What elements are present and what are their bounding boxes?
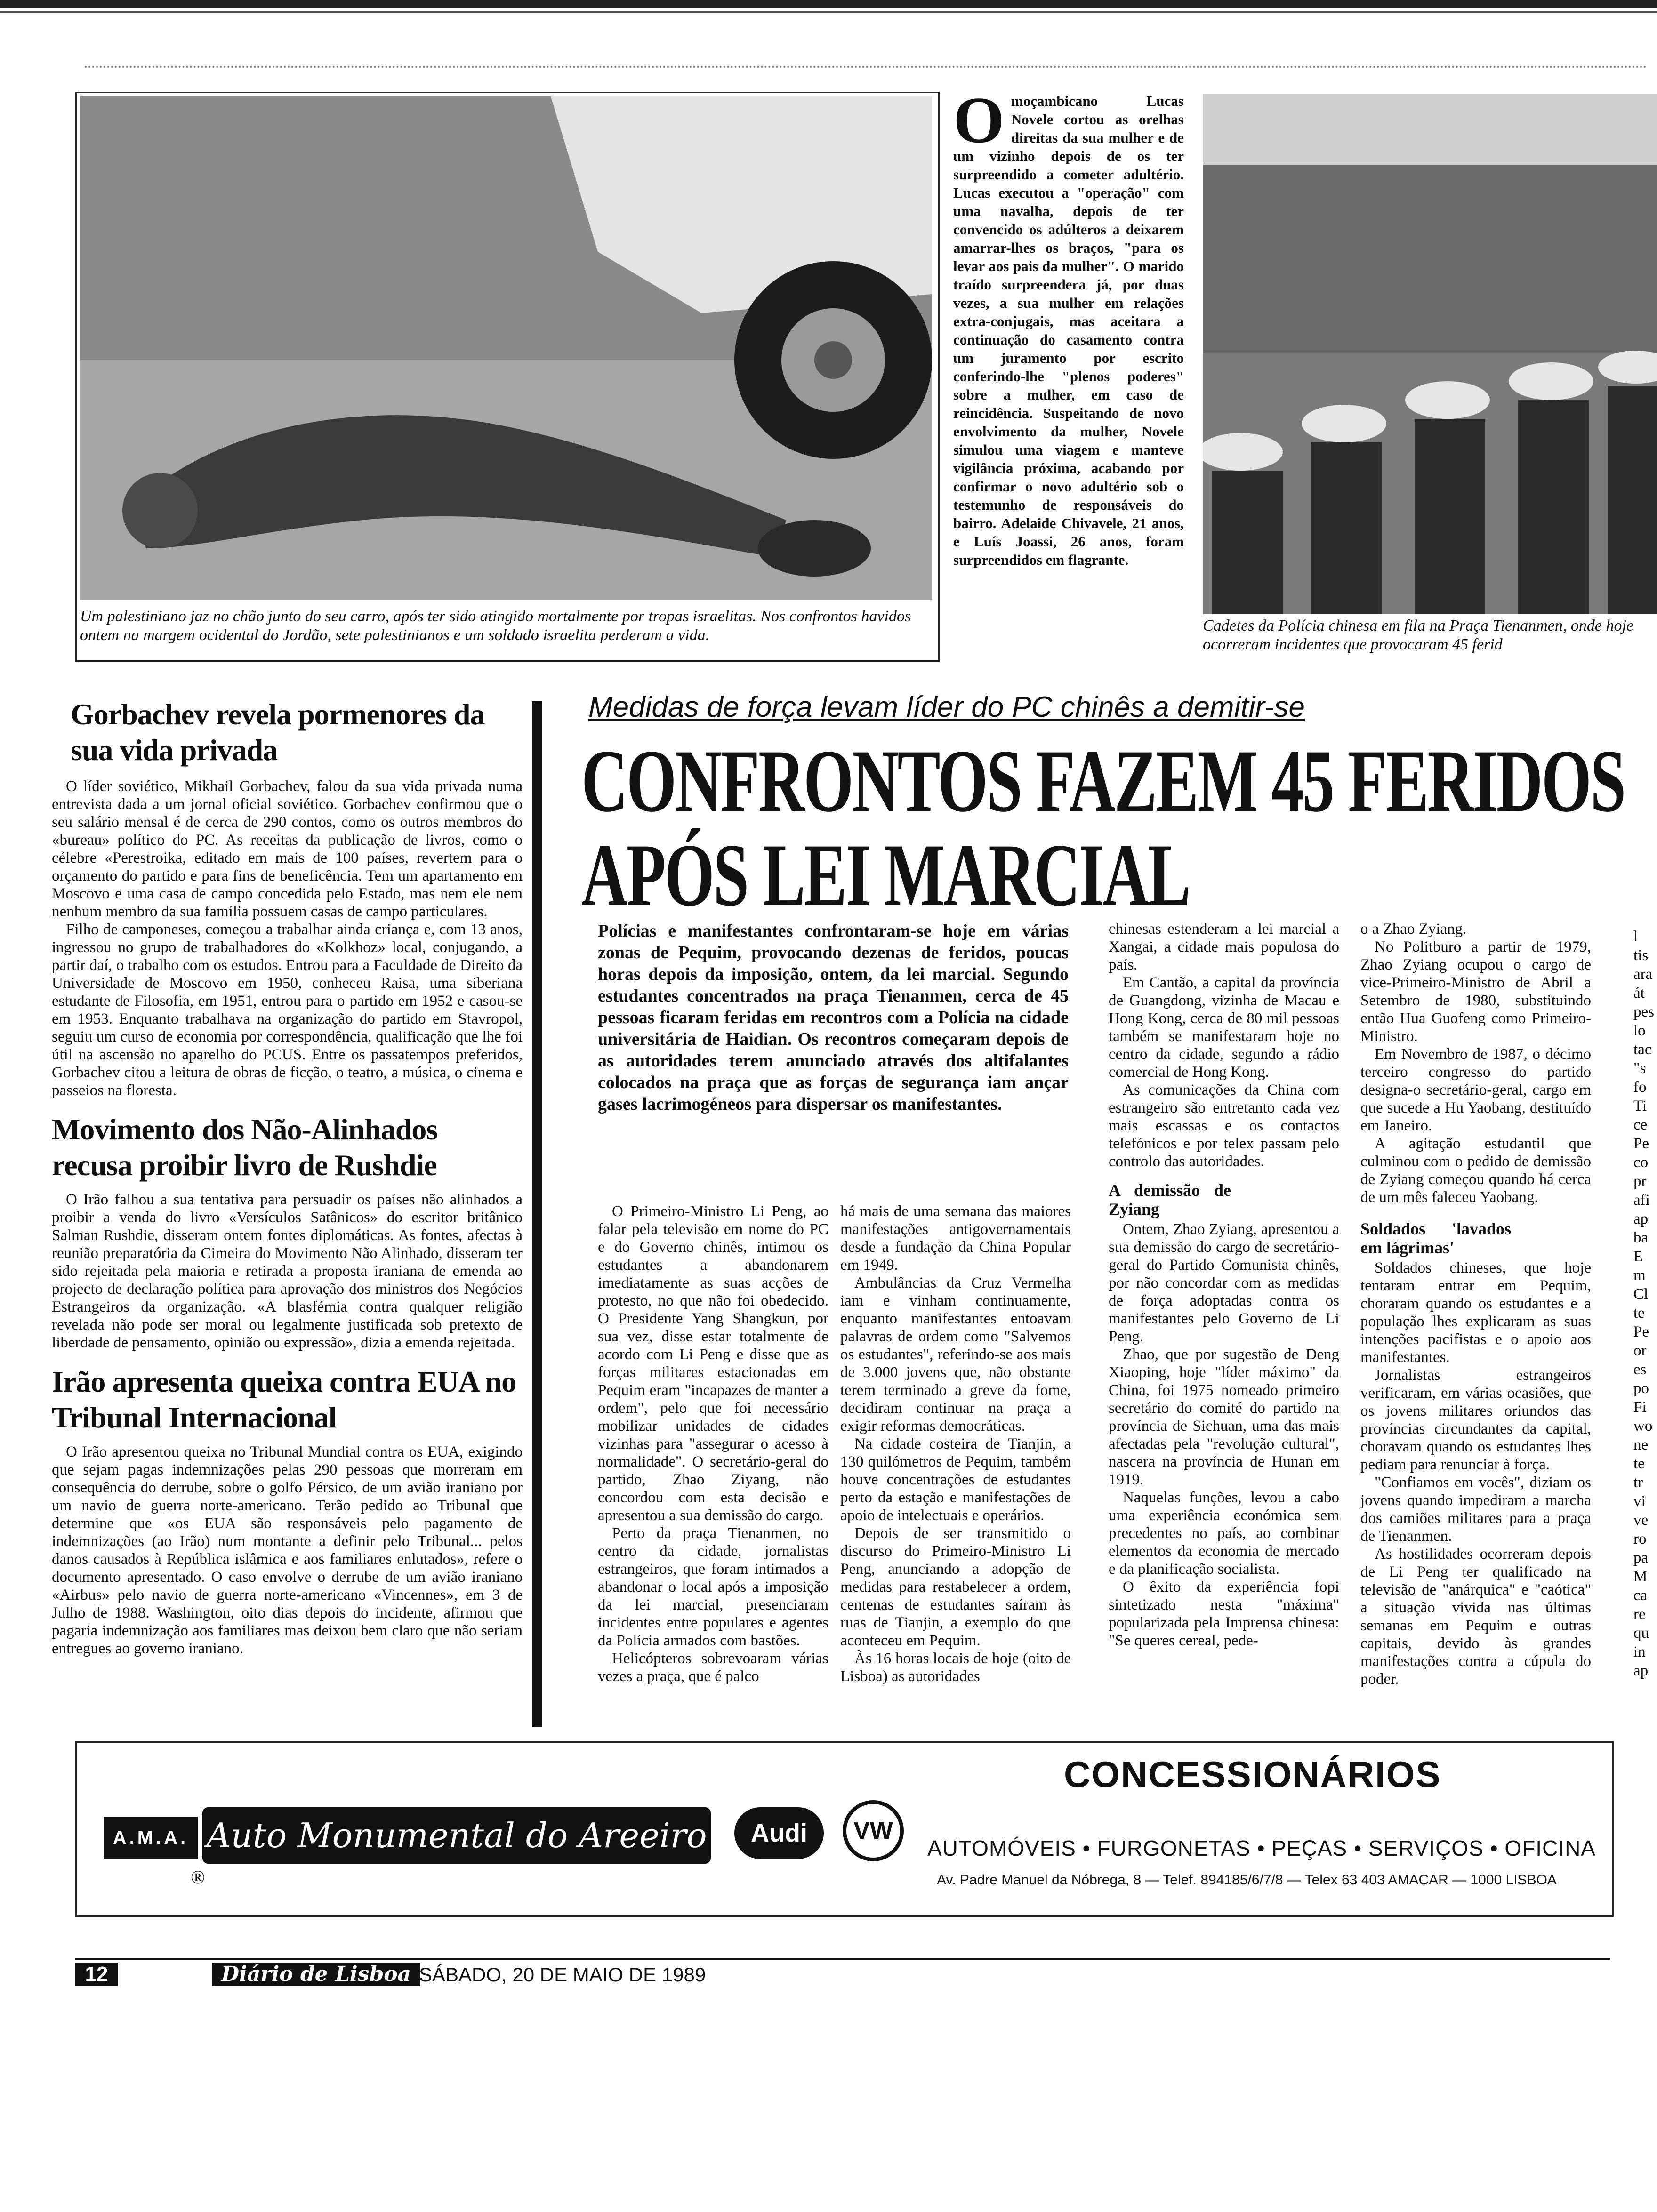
main-col-4 — [1360, 920, 1591, 1688]
photo2-caption: Cadetes da Polícia chinesa em fila na Praça Tienanmen, onde hoje ocorreram incidentes que provocaram 45 ferid — [1203, 617, 1634, 653]
gorbachev-paragraph: Filho de camponeses, começou a trabalhar ainda criança e, com 13 anos, ingressou no grupo de trabalhadores do «Kolkhoz» local, conjugando, a partir daí, o trabalho com os estudos. Entrou para a Faculdade de Direito da Universidade de Moscovo em 1950, conheceu Raisa, uma siberiana estudante de Filosofia, em 1951, entrou para o partido em 1952 e casou-se em 1953. Enquanto trabalhava na organização do partido em Stavropol, seguiu um curso de economia por correspondência, qualificação que lhe foi útil na ascensão no aparelho do PCUS. Entre os passatempos preferidos, Gorbachev citou a leitura de obras de ficção, o teatro, a música, o cinema e passeios na floresta. — [52, 921, 523, 1099]
edge-fragment: pa — [1633, 1549, 1649, 1566]
top-brief-text: moçambicano Lucas Novele cortou as orelhas direitas da sua mulher e de um vizinho depois de os ter surpreendido a cometer adultério. Lucas executou a "operação" com uma navalha, depois de ter convencido os adúlteros a deixarem amarrar-lhes os braços, "para os levar aos pais da mulher". O marido traído surpreendera já, por duas vezes, a sua mulher em relações extra-conjugais, mas aceitara a continuação do casamento contra um juramento por escrito conferindo-lhe "plenos poderes" sobre a mulher, em caso de reincidência. Suspeitando de novo envolvimento da mulher, Novele simulou uma viagem e manteve vigilância próxima, acabando por confirmar o novo adultério sob o testemunho de responsáveis do bairro. Adelaide Chivavele, 21 anos, e Luís Joassi, 26 anos, foram surpreendidos em flagrante. — [953, 93, 1184, 568]
main-col4-paragraph: o a Zhao Zyiang. — [1360, 921, 1467, 938]
audi-logo — [734, 1807, 824, 1859]
edge-fragment: pes — [1633, 1003, 1654, 1020]
edge-fragment: Pe — [1633, 1323, 1649, 1340]
iran-paragraph: O Irão apresentou queixa no Tribunal Mundial contra os EUA, exigindo que sejam pagas indemnizações pelas 290 pessoas que morreram em consequência do derrube, sobre o golfo Pérsico, de um avião iraniano por um navio de guerra norte-americano. Terão pedido ao Tribunal que determine que «os EUA são responsáveis pelo pagamento de indemnizações (ao Irão) num montante a definir pelo Tribunal... pelos danos causados à República islâmica e aos familiares enlutados», refere o documento apresentado. O caso envolve o derrube de um avião iraniano «Airbus» pelo navio de guerra norte-americano «Vincennes», em 3 de Julho de 1988. Washington, oito dias depois do incidente, afirmou que pagaria indemnização aos familiares mas deixou bem claro que não seriam entregues ao governo iraniano. — [52, 1443, 523, 1657]
gorbachev-article — [52, 777, 523, 1099]
main-headline — [581, 734, 1645, 932]
edge-fragment: m — [1633, 1267, 1646, 1284]
main-col4-paragraph: No Politburo a partir de 1979, Zhao Zyiang ocupou o cargo de vice-Primeiro-Ministro de Abril a Setembro de 1980, substituindo então Hua Guofeng como Primeiro-Ministro. — [1360, 938, 1591, 1045]
edge-fragment: or — [1633, 1342, 1647, 1359]
main-col4-paragraph: A agitação estudantil que culminou com o pedido de demissão de Zyiang começou quando há cerca de um mês faleceu Yaobang. — [1360, 1135, 1591, 1206]
iran-headline: Irão apresenta queixa contra EUA no Tribunal Internacional — [52, 1365, 516, 1434]
right-edge-fragments — [1633, 927, 1657, 1680]
main-col3-paragraph: O êxito da experiência fopi sintetizado nesta "máxima" popularizada pela Imprensa chinesa: "Se queres cereal, pede- — [1109, 1579, 1339, 1649]
gorbachev-paragraph: O líder soviético, Mikhail Gorbachev, falou da sua vida privada numa entrevista dada a um jornal oficial soviético. Gorbachev confirmou que o seu salário mensal é de cerca de 290 contos, como os outros membros do «bureau» político do PC. As receitas da publicação de livros, como o célebre «Perestroika, editado em mais de 100 países, revertem para o orçamento do partido e para fins de beneficência. Tem um apartamento em Moscovo e uma casa de campo concedida pelo Estado, mas nem ele nem nenhum membro da sua família possuem casas de campo particulares. — [52, 778, 523, 920]
ama-logo-text: A.M.A. — [113, 1827, 189, 1848]
edge-fragment: ara — [1633, 966, 1653, 983]
edge-fragment: l — [1633, 928, 1638, 945]
edge-fragment: ve — [1633, 1512, 1649, 1529]
main-col4-paragraph: Jornalistas estrangeiros verificaram, em várias ocasiões, que os jovens militares oriundos das províncias circundantes da capital, choravam quando os estudantes lhes pediam para renunciar à força. — [1360, 1367, 1591, 1473]
top-border-rule — [0, 0, 1657, 8]
dropcap-letter: O — [953, 84, 1005, 157]
main-col4-paragraph: "Confiamos em vocês", diziam os jovens quando impediram a marcha dos camiões militares para a praça de Tienanmen. — [1360, 1474, 1591, 1545]
edge-fragment: re — [1633, 1606, 1646, 1623]
edge-fragment: Fi — [1633, 1399, 1647, 1416]
edge-fragment: pr — [1633, 1173, 1647, 1190]
main-col-3 — [1109, 920, 1339, 1650]
main-lead: Polícias e manifestantes confrontaram-se hoje em várias zonas de Pequim, provocando dezenas de feridos, poucas horas depois da imposição, ontem, da lei marcial. Segundo estudantes concentrados na praça Tienanmen, cerca de 45 pessoas ficaram feridas em recontros com a Polícia na cidade universitária de Haidian. Os recontros começaram depois de as autoridades terem anunciado através dos altifalantes colocados na praça que as forças de segurança iam ançar gases lacrimogéneos para dispersar os manifestantes. — [598, 921, 1069, 1114]
zyiang-subhead: A demissão de Zyiang — [1109, 1181, 1231, 1218]
main-col2-paragraph: Ambulâncias da Cruz Vermelha iam e vinham continuamente, enquanto manifestantes entoavam palavras de ordem como "Salvemos os estudantes", referindo-se aos mais de 3.000 jovens que, não obstante terem terminado a greve da fome, decidiram continuar na praça a exigir reformas democráticas. — [840, 1274, 1071, 1435]
footer-date: SÁBADO, 20 DE MAIO DE 1989 — [419, 1964, 706, 1986]
fragment-list — [1633, 927, 1657, 1680]
ama-logo — [104, 1817, 198, 1859]
main-headline-line2: APÓS LEI MARCIAL — [581, 826, 1190, 925]
edge-fragment: lo — [1633, 1022, 1646, 1039]
main-col-2 — [840, 1202, 1071, 1685]
photo-palestinian-car — [80, 96, 932, 600]
edge-fragment: ap — [1633, 1210, 1649, 1227]
main-col4-paragraph: As hostilidades ocorreram depois de Li Peng ter qualificado na televisão de "anárquica" e "caótica" a situação vivida nas últimas semanas em Pequim e outras capitais, devido às grandes manifestações contra a cúpula do poder. — [1360, 1546, 1591, 1688]
footer-bar — [75, 1958, 1610, 1960]
column-separator-bar — [532, 701, 542, 1727]
edge-fragment: át — [1633, 985, 1645, 1002]
edge-fragment: wo — [1633, 1418, 1653, 1435]
main-col3-paragraph: As comunicações da China com estrangeiro são entretanto cada vez mais escassas e os contactos telefónicos e por telex passam pelo controlo das autoridades. — [1109, 1082, 1339, 1170]
dotted-divider — [85, 66, 1648, 68]
main-col2-paragraph: Depois de ser transmitido o discurso do Primeiro-Ministro Li Peng, anunciando a adopção de medidas para restabelecer a ordem, centenas de estudantes saíram às ruas de Tianjin, a exemplo do que aconteceu em Pequim. — [840, 1525, 1071, 1649]
edge-fragment: Pe — [1633, 1135, 1649, 1152]
photo-palestinian-car-illustration — [80, 96, 932, 600]
edge-fragment: ro — [1633, 1531, 1647, 1547]
edge-fragment: es — [1633, 1361, 1647, 1378]
main-col1-paragraph: O Primeiro-Ministro Li Peng, ao falar pela televisão em nome do PC e do Governo chinês, intimou os estudantes a abandonarem imediatamente as suas acções de protesto, no que não foi obedecido. O Presidente Yang Shangkun, por sua vez, disse estar totalmente de acordo com Li Peng e disse que as forças militares estacionadas em Pequim eram "incapazes de manter a ordem", pelo que foi necessário mobilizar unidades de cidades vizinhas para "assegurar o acesso à normalidade". O secretário-geral do partido, Zhao Ziyang, não concordou com esta decisão e apresentou a sua demissão do cargo. — [598, 1203, 828, 1524]
rushdie-paragraph: O Irão falhou a sua tentativa para persuadir os países não alinhados a proibir a venda do livro «Versículos Satânicos» do escritor britânico Salman Rushdie, disseram ontem fontes diplomáticas. As fontes, afectas à reunião preparatória da Cimeira do Movimento Não Alinhado, disseram ter sido rejeitada pela maioria e retirada a proposta iraniana de emenda ao projecto de declaração política para aprovação dos ministros dos Negócios Estrangeiros da organização. «A blasfémia contra qualquer religião revelada não pode ser moral ou legalmente justificada sob pretexto de liberdade de pensamento, opinião ou expressão», dizia a emenda rejeitada. — [52, 1191, 523, 1351]
edge-fragment: tr — [1633, 1474, 1643, 1491]
edge-fragment: M — [1633, 1568, 1648, 1585]
ad-title: CONCESSIONÁRIOS — [1064, 1754, 1441, 1795]
edge-fragment: po — [1633, 1380, 1649, 1397]
vw-logo — [843, 1800, 904, 1861]
main-col1-paragraph: Helicópteros sobrevoaram várias vezes a praça, que é palco — [598, 1650, 828, 1685]
main-col2-paragraph: há mais de uma semana das maiores manifestações antigovernamentais desde a fundação da China Popular em 1949. — [840, 1203, 1071, 1274]
edge-fragment: in — [1633, 1643, 1646, 1660]
rushdie-headline: Movimento dos Não-Alinhados recusa proibir livro de Rushdie — [52, 1113, 438, 1182]
edge-fragment: ca — [1633, 1587, 1648, 1604]
brand-script-text: Auto Monumental do Areeiro — [206, 1816, 707, 1855]
photo-police-cadets — [1203, 94, 1657, 614]
edge-fragment: qu — [1633, 1625, 1649, 1642]
edge-fragment: Cl — [1633, 1286, 1649, 1303]
main-col3-paragraph: chinesas estenderam a lei marcial a Xangai, a cidade mais populosa do país. — [1109, 921, 1339, 973]
edge-fragment: ap — [1633, 1662, 1649, 1679]
main-headline-line1: CONFRONTOS FAZEM 45 FERIDOS — [581, 734, 1625, 831]
edge-fragment: ne — [1633, 1436, 1649, 1453]
main-col4-paragraph: Em Novembro de 1987, o décimo terceiro congresso do partido designa-o secretário-geral, cargo em que sucede a Hu Yaobang, destituído em Janeiro. — [1360, 1046, 1591, 1134]
main-col-1 — [598, 1202, 828, 1685]
main-col4-paragraph: Soldados chineses, que hoje tentaram entrar em Pequim, choraram quando os estudantes e a população lhes explicaram as suas intenções pacifistas e o apoio aos manifestantes. — [1360, 1259, 1591, 1366]
edge-fragment: ba — [1633, 1229, 1649, 1246]
main-col3-paragraph: Ontem, Zhao Zyiang, apresentou a sua demissão do cargo de secretário-geral do Partido Comunista chinês, por não concordar com as medidas de força adoptadas contra os manifestantes pelo Governo de Li Peng. — [1109, 1221, 1339, 1345]
photo-police-cadets-illustration — [1203, 94, 1657, 614]
edge-fragment: afi — [1633, 1192, 1650, 1209]
soldiers-subhead: Soldados 'lavados em lágrimas' — [1360, 1219, 1511, 1257]
main-col3-paragraph: Naquelas funções, levou a cabo uma experiência económica sem precedentes no país, ao combinar elementos da economia de mercado e da planificação socialista. — [1109, 1489, 1339, 1578]
edge-fragment: "s — [1633, 1060, 1646, 1077]
main-col2-paragraph: Às 16 horas locais de hoje (oito de Lisboa) as autoridades — [840, 1650, 1071, 1685]
main-col2-paragraph: Na cidade costeira de Tianjin, a 130 quilómetros de Pequim, também houve concentrações de estudantes perto da estação e manifestações de apoio de intelectuais e operários. — [840, 1435, 1071, 1524]
main-kicker: Medidas de força levam líder do PC chinês a demitir-se — [588, 691, 1305, 723]
paper-name: Diário de Lisboa — [212, 1963, 420, 1986]
edge-fragment: tac — [1633, 1041, 1652, 1058]
ad-address: Av. Padre Manuel da Nóbrega, 8 — Telef. 894185/6/7/8 — Telex 63 403 AMACAR — 1000 LISBOA — [937, 1872, 1557, 1888]
vw-logo-text: VW — [853, 1817, 893, 1844]
rushdie-article — [52, 1191, 523, 1352]
left-column — [52, 697, 523, 1658]
edge-fragment: ce — [1633, 1116, 1648, 1133]
top-thin-rule — [0, 11, 1657, 13]
edge-fragment: te — [1633, 1305, 1645, 1322]
edge-fragment: te — [1633, 1455, 1645, 1472]
edge-fragment: E — [1633, 1248, 1643, 1265]
iran-article — [52, 1443, 523, 1658]
top-brief-article — [953, 84, 1184, 569]
audi-logo-text: Audi — [751, 1819, 807, 1847]
photo1-caption: Um palestiniano jaz no chão junto do seu carro, após ter sido atingido mortalmente por tropas israelitas. Nos confrontos havidos ontem na margem ocidental do Jordão, sete palestinianos e um soldado israelita perderam a vida. — [80, 608, 911, 644]
main-col1-paragraph: Perto da praça Tienanmen, no centro da cidade, jornalistas estrangeiros, que foram intimados a abandonar o local após a imposição da lei marcial, presenciaram incidentes entre populares e agentes da Polícia armados com bastões. — [598, 1525, 828, 1649]
brand-script-banner — [202, 1807, 711, 1864]
edge-fragment: vi — [1633, 1493, 1646, 1510]
edge-fragment: Ti — [1633, 1098, 1647, 1114]
edge-fragment: co — [1633, 1154, 1649, 1171]
ad-services: AUTOMÓVEIS • FURGONETAS • PEÇAS • SERVIÇOS • OFICINA — [927, 1836, 1596, 1860]
main-col3-paragraph: Em Cantão, a capital da província de Guangdong, vizinha de Macau e Hong Kong, cerca de 80 mil pessoas também se manifestaram hoje no centro da cidade, segundo a rádio comercial de Hong Kong. — [1109, 974, 1339, 1081]
registered-mark: ® — [191, 1867, 205, 1888]
main-col3-paragraph: Zhao, que por sugestão de Deng Xiaoping, hoje "líder máximo" da China, foi 1975 nomeado primeiro secretário do comité do partido na província de Sichuan, uma das mais afectadas pela "revolução cultural", nascera na província de Hunan em 1919. — [1109, 1346, 1339, 1488]
gorbachev-headline: Gorbachev revela pormenores da sua vida privada — [71, 697, 485, 767]
edge-fragment: tis — [1633, 947, 1649, 964]
edge-fragment: fo — [1633, 1079, 1647, 1096]
page-number: 12 — [75, 1963, 118, 1986]
